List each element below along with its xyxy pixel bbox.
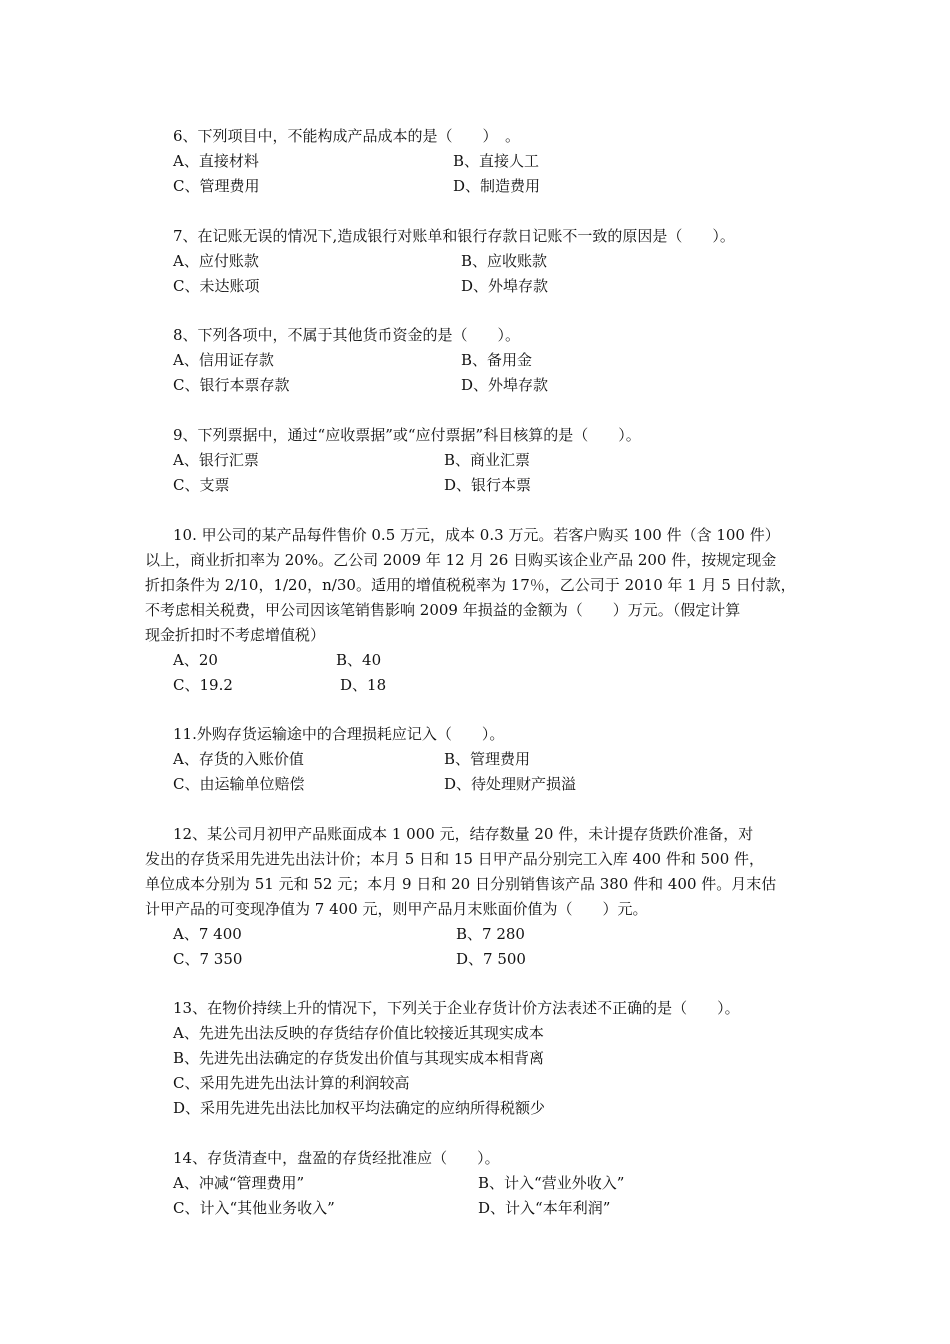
question-stem: 11.外购存货运输途中的合理损耗应记入（ ）。 [173, 725, 505, 743]
option-b: B、40 [336, 651, 382, 669]
option-a: A、直接材料 [173, 152, 259, 170]
option-d: D、制造费用 [453, 177, 541, 195]
option-a: A、20 [173, 651, 218, 669]
option-row [145, 747, 810, 772]
question-13 [145, 996, 810, 1121]
option-c: C、计入“其他业务收入” [173, 1199, 335, 1217]
option-c: C、由运输单位赔偿 [173, 775, 305, 793]
option-row [145, 648, 810, 673]
option-row [145, 274, 810, 299]
option-row [145, 149, 810, 174]
option-row [145, 772, 810, 797]
option-row [145, 673, 810, 698]
option-a: A、7 400 [173, 925, 242, 943]
question-6 [145, 124, 810, 199]
option-c: C、支票 [173, 476, 230, 494]
question-11 [145, 722, 810, 797]
option-b: B、备用金 [461, 351, 533, 369]
question-10 [145, 523, 810, 698]
question-stem-line: 不考虑相关税费，甲公司因该笔销售影响 2009 年损益的金额为（ ）万元。（假定计算 [145, 601, 741, 619]
option-c: C、管理费用 [173, 177, 260, 195]
option-a: A、先进先出法反映的存货结存价值比较接近其现实成本 [173, 1024, 544, 1042]
option-d: D、外埠存款 [461, 277, 549, 295]
question-stem: 13、在物价持续上升的情况下，下列关于企业存货计价方法表述不正确的是（ ）。 [173, 999, 740, 1017]
option-row [145, 348, 810, 373]
question-12 [145, 822, 810, 972]
question-stem-line: 10. 甲公司的某产品每件售价 0.5 万元，成本 0.3 万元。若客户购买 100 件（含 100 件） [173, 526, 780, 544]
question-8 [145, 323, 810, 398]
option-b: B、直接人工 [453, 152, 540, 170]
option-row [145, 448, 810, 473]
option-row [145, 922, 810, 947]
option-row [145, 249, 810, 274]
question-stem: 9、下列票据中，通过“应收票据”或“应付票据”科目核算的是（ ）。 [173, 426, 641, 444]
option-b: B、7 280 [456, 925, 525, 943]
option-b: B、计入“营业外收入” [478, 1174, 625, 1192]
option-b: B、先进先出法确定的存货发出价值与其现实成本相背离 [173, 1049, 545, 1067]
option-row [145, 947, 810, 972]
option-row [145, 1171, 810, 1196]
option-c: C、未达账项 [173, 277, 260, 295]
question-stem-line: 折扣条件为 2/10，1/20，n/30。适用的增值税税率为 17％，乙公司于 2010 年 1 月 5 日付款， [145, 576, 796, 594]
option-b: B、管理费用 [444, 750, 531, 768]
option-b: B、应收账款 [461, 252, 548, 270]
option-c: C、19.2 [173, 676, 233, 694]
option-d: D、7 500 [456, 950, 526, 968]
question-stem: 6、下列项目中，不能构成产品成本的是（ ） 。 [173, 127, 521, 145]
option-c: C、7 350 [173, 950, 243, 968]
option-row [145, 473, 810, 498]
question-stem: 14、存货清查中，盘盈的存货经批准应（ ）。 [173, 1149, 500, 1167]
option-d: D、待处理财产损溢 [444, 775, 577, 793]
option-b: B、商业汇票 [444, 451, 531, 469]
option-a: A、银行汇票 [173, 451, 259, 469]
question-9 [145, 423, 810, 498]
option-d: D、计入“本年利润” [478, 1199, 611, 1217]
option-a: A、应付账款 [173, 252, 259, 270]
option-d: D、银行本票 [444, 476, 532, 494]
question-stem-line: 12、某公司月初甲产品账面成本 1 000 元，结存数量 20 件，未计提存货跌价准备，对 [173, 825, 754, 843]
option-d: D、采用先进先出法比加权平均法确定的应纳所得税额少 [173, 1099, 546, 1117]
option-a: A、信用证存款 [173, 351, 274, 369]
option-a: A、存货的入账价值 [173, 750, 304, 768]
question-stem-line: 以上，商业折扣率为 20%。乙公司 2009 年 12 月 26 日购买该企业产品 200 件，按规定现金 [145, 551, 777, 569]
option-c: C、银行本票存款 [173, 376, 290, 394]
question-stem-line: 单位成本分别为 51 元和 52 元；本月 9 日和 20 日分别销售该产品 380 件和 400 件。月末估 [145, 875, 777, 893]
option-row [145, 174, 810, 199]
option-row [145, 373, 810, 398]
question-14 [145, 1146, 810, 1221]
option-a: A、冲减“管理费用” [173, 1174, 305, 1192]
option-d: D、18 [340, 676, 387, 694]
option-d: D、外埠存款 [461, 376, 549, 394]
question-stem-line: 发出的存货采用先进先出法计价；本月 5 日和 15 日甲产品分别完工入库 400 件和 500 件， [145, 850, 765, 868]
question-stem-line: 计甲产品的可变现净值为 7 400 元，则甲产品月末账面价值为（ ）元。 [145, 900, 648, 918]
question-stem-line: 现金折扣时不考虑增值税） [145, 626, 326, 644]
question-stem: 8、下列各项中，不属于其他货币资金的是（ ）。 [173, 326, 521, 344]
question-stem: 7、在记账无误的情况下,造成银行对账单和银行存款日记账不一致的原因是（ ）。 [173, 227, 735, 245]
option-row [145, 1196, 810, 1221]
question-7 [145, 224, 810, 299]
option-c: C、采用先进先出法计算的利润较高 [173, 1074, 410, 1092]
